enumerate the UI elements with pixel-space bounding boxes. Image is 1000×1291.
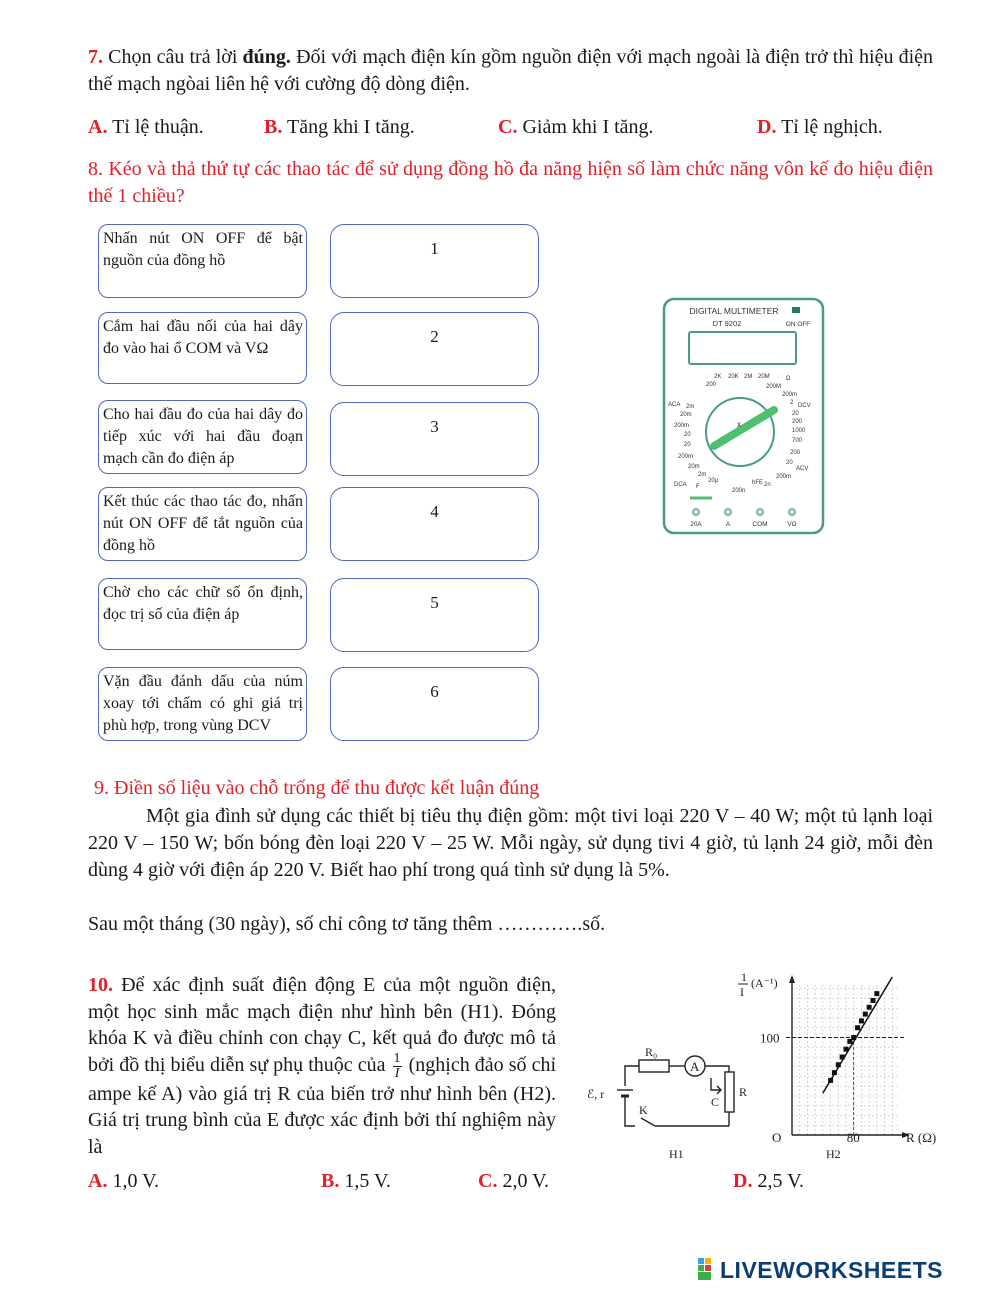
q7-option-b[interactable]: B. Tăng khi I tăng. — [264, 116, 415, 138]
data-point — [844, 1047, 849, 1052]
q7-options — [88, 114, 988, 141]
q7-lead: Chọn câu trả lời — [108, 46, 238, 68]
svg-text:20: 20 — [684, 442, 691, 448]
svg-text:F: F — [696, 484, 700, 490]
drop-slot-3[interactable]: 3 — [330, 402, 539, 476]
drag-card-5[interactable]: Chờ cho các chữ số ổn định, đọc trị số của điện áp — [98, 578, 307, 650]
drag-card-6[interactable]: Vặn đầu đánh dấu của núm xoay tới chấm có ghi giá trị phù hợp, trong vùng DCV — [98, 667, 307, 741]
svg-text:20m: 20m — [688, 464, 700, 470]
switch-label: K — [639, 1103, 648, 1117]
fit-line — [823, 977, 892, 1093]
data-point — [863, 1012, 868, 1017]
svg-text:DCA: DCA — [674, 482, 687, 488]
svg-text:200n: 200n — [732, 488, 746, 494]
svg-text:20A: 20A — [690, 521, 702, 528]
svg-text:2K: 2K — [714, 374, 722, 380]
svg-text:Ω: Ω — [786, 376, 791, 382]
q9-conclusion[interactable]: Sau một tháng (30 ngày), số chỉ công tơ tăng thêm ………….số. — [88, 913, 606, 935]
svg-text:ACA: ACA — [668, 402, 681, 408]
data-point — [855, 1025, 860, 1030]
mm-power-button — [792, 307, 800, 313]
svg-text:2n: 2n — [764, 482, 771, 488]
origin-label: O — [772, 1130, 782, 1145]
q10-options — [88, 1168, 988, 1195]
q7-option-a[interactable]: A. Tỉ lệ thuận. — [88, 116, 204, 138]
svg-text:2m: 2m — [698, 472, 707, 478]
svg-text:20μ: 20μ — [708, 478, 719, 484]
resistor-r0 — [639, 1060, 669, 1072]
mm-dial-center: x — [737, 420, 741, 429]
q10-option-d[interactable]: D. 2,5 V. — [733, 1170, 804, 1192]
h2-caption: H2 — [826, 1147, 841, 1161]
r0-label: R₀ — [645, 1045, 658, 1059]
ammeter-label: A — [690, 1059, 700, 1074]
drop-slot-6[interactable]: 6 — [330, 667, 539, 741]
question-7 — [88, 44, 933, 98]
q8-heading: 8. Kéo và thả thứ tự các thao tác để sử dụng đồng hồ đa năng hiện số làm chức năng vôn kế đo hiệu điện thế 1 chiều? — [88, 158, 933, 207]
svg-text:2M: 2M — [744, 374, 753, 380]
drop-slot-1[interactable]: 1 — [330, 224, 539, 298]
q10-text-after: (nghịch đảo số chỉ ampe kế A) vào giá trị R của biến trở như hình bên (H2). Giá trị trung bình của E được xác định bởi thí nghiệm này là — [88, 1053, 557, 1158]
svg-text:200m: 200m — [782, 392, 798, 398]
q7-option-c[interactable]: C. Giảm khi I tăng. — [498, 116, 654, 138]
logo-text: LIVEWORKSHEETS — [720, 1257, 943, 1283]
y-axis-arrow — [789, 975, 795, 983]
mm-port-vohm — [789, 509, 795, 515]
q9-heading: 9. Điền số liệu vào chỗ trống để thu được kết luận đúng — [94, 777, 540, 799]
liveworksheets-logo[interactable] — [698, 1257, 994, 1283]
q7-option-d[interactable]: D. Tỉ lệ nghịch. — [757, 116, 883, 138]
slider-label: C — [711, 1095, 720, 1109]
svg-text:A: A — [725, 521, 731, 528]
data-point — [867, 1005, 872, 1010]
svg-text:20m: 20m — [680, 412, 692, 418]
data-point — [832, 1070, 837, 1075]
drag-card-3[interactable]: Cho hai đầu đo của hai dây đo tiếp xúc với hai đầu đoạn mạch cần đo điện áp — [98, 400, 307, 474]
h1-caption: H1 — [669, 1147, 684, 1161]
q10-fraction: $\frac{1}{I}$ — [393, 1050, 401, 1081]
drop-slot-2[interactable]: 2 — [330, 312, 539, 386]
q9-body: Một gia đình sử dụng các thiết bị tiêu thụ điện gồm: một tivi loại 220 V – 40 W; một tủ lạnh loại 220 V – 150 W; bốn bóng đèn loại 220 V – 25 W. Mỗi ngày, sử dụng tivi 4 giờ, tủ lạnh 24 giờ, mỗi đèn dùng 4 giờ với điện áp 220 V. Biết hao phí trong quá tình sử dụng là 5%. — [88, 805, 933, 881]
data-point — [828, 1078, 833, 1083]
data-point — [859, 1018, 864, 1023]
q10-option-c[interactable]: C. 2,0 V. — [478, 1170, 549, 1192]
drag-card-4[interactable]: Kết thúc các thao tác đo, nhấn nút ON OFF để tắt nguồn của đồng hồ — [98, 487, 307, 561]
mm-port-a — [725, 509, 731, 515]
svg-text:200: 200 — [706, 382, 717, 388]
y-tick-100: 100 — [760, 1030, 780, 1046]
svg-text:200: 200 — [790, 450, 801, 456]
svg-text:20: 20 — [684, 432, 691, 438]
svg-text:ACV: ACV — [796, 466, 809, 472]
mm-display — [689, 332, 796, 364]
q10-number: 10. — [88, 974, 113, 996]
data-point — [874, 991, 879, 996]
drag-card-1[interactable]: Nhấn nút ON OFF để bật nguồn của đồng hồ — [98, 224, 307, 298]
svg-text:2m: 2m — [686, 404, 695, 410]
svg-text:COM: COM — [752, 521, 768, 528]
mm-power-label: ON OFF — [785, 321, 811, 328]
y-label-num: 1 — [741, 970, 747, 984]
source-label: ℰ, r — [587, 1087, 605, 1101]
svg-text:20: 20 — [786, 460, 793, 466]
mm-port-com — [757, 509, 763, 515]
data-point — [840, 1055, 845, 1060]
x-label: R (Ω) — [906, 1130, 937, 1145]
y-unit: (A⁻¹) — [751, 976, 778, 990]
drop-slot-4[interactable]: 4 — [330, 487, 539, 561]
svg-text:20K: 20K — [728, 374, 739, 380]
mm-port-20a — [693, 509, 699, 515]
drag-card-2[interactable]: Cắm hai đầu nối của hai dây đo vào hai ổ COM và VΩ — [98, 312, 307, 384]
logo-icon — [698, 1258, 720, 1282]
svg-text:20M: 20M — [758, 374, 770, 380]
svg-text:1000: 1000 — [792, 428, 806, 434]
svg-text:200: 200 — [792, 419, 803, 425]
svg-text:700: 700 — [792, 438, 803, 444]
svg-text:VΩ: VΩ — [787, 521, 797, 528]
svg-text:hFE: hFE — [752, 480, 764, 486]
mm-title: DIGITAL MULTIMETER — [689, 306, 779, 316]
svg-text:20: 20 — [792, 411, 799, 417]
data-point — [851, 1035, 856, 1040]
data-point — [836, 1062, 841, 1067]
graph-h2 — [730, 965, 948, 1165]
q7-text: Đối với mạch điện kín gồm nguồn điện với mạch ngoài là điện trở thì hiệu điện thế mạch ngòai liên hệ với cường độ dòng điện. — [88, 46, 934, 95]
q10-text-before: Để xác định suất điện động E của một nguồn điện, một học sinh mắc mạch điện như hình bên (H1). Đóng khóa K và điều chỉnh con chạy C, kết quả đo được mô tả bởi đồ thị biểu diễn sự phụ thuộc của — [88, 974, 556, 1076]
svg-text:200m: 200m — [674, 423, 690, 429]
q10-option-a[interactable]: A. 1,0 V. — [88, 1170, 159, 1192]
multimeter-illustration — [662, 296, 826, 536]
q7-number: 7. — [88, 46, 103, 68]
q10-text — [88, 972, 556, 1160]
svg-text:200m: 200m — [776, 474, 792, 480]
svg-text:200m: 200m — [678, 454, 694, 460]
svg-text:2: 2 — [790, 400, 794, 406]
mm-model: DT 9202 — [712, 319, 742, 328]
drop-slot-5[interactable]: 5 — [330, 578, 539, 652]
svg-text:DCV: DCV — [798, 403, 811, 409]
data-point — [871, 998, 876, 1003]
x-tick-80: 80 — [846, 1130, 860, 1145]
q10-option-b[interactable]: B. 1,5 V. — [321, 1170, 391, 1192]
rheostat-label: R — [739, 1085, 748, 1099]
q7-bold-word: đúng. — [242, 46, 291, 68]
svg-text:200M: 200M — [766, 384, 782, 390]
y-label-den: I — [740, 985, 744, 999]
